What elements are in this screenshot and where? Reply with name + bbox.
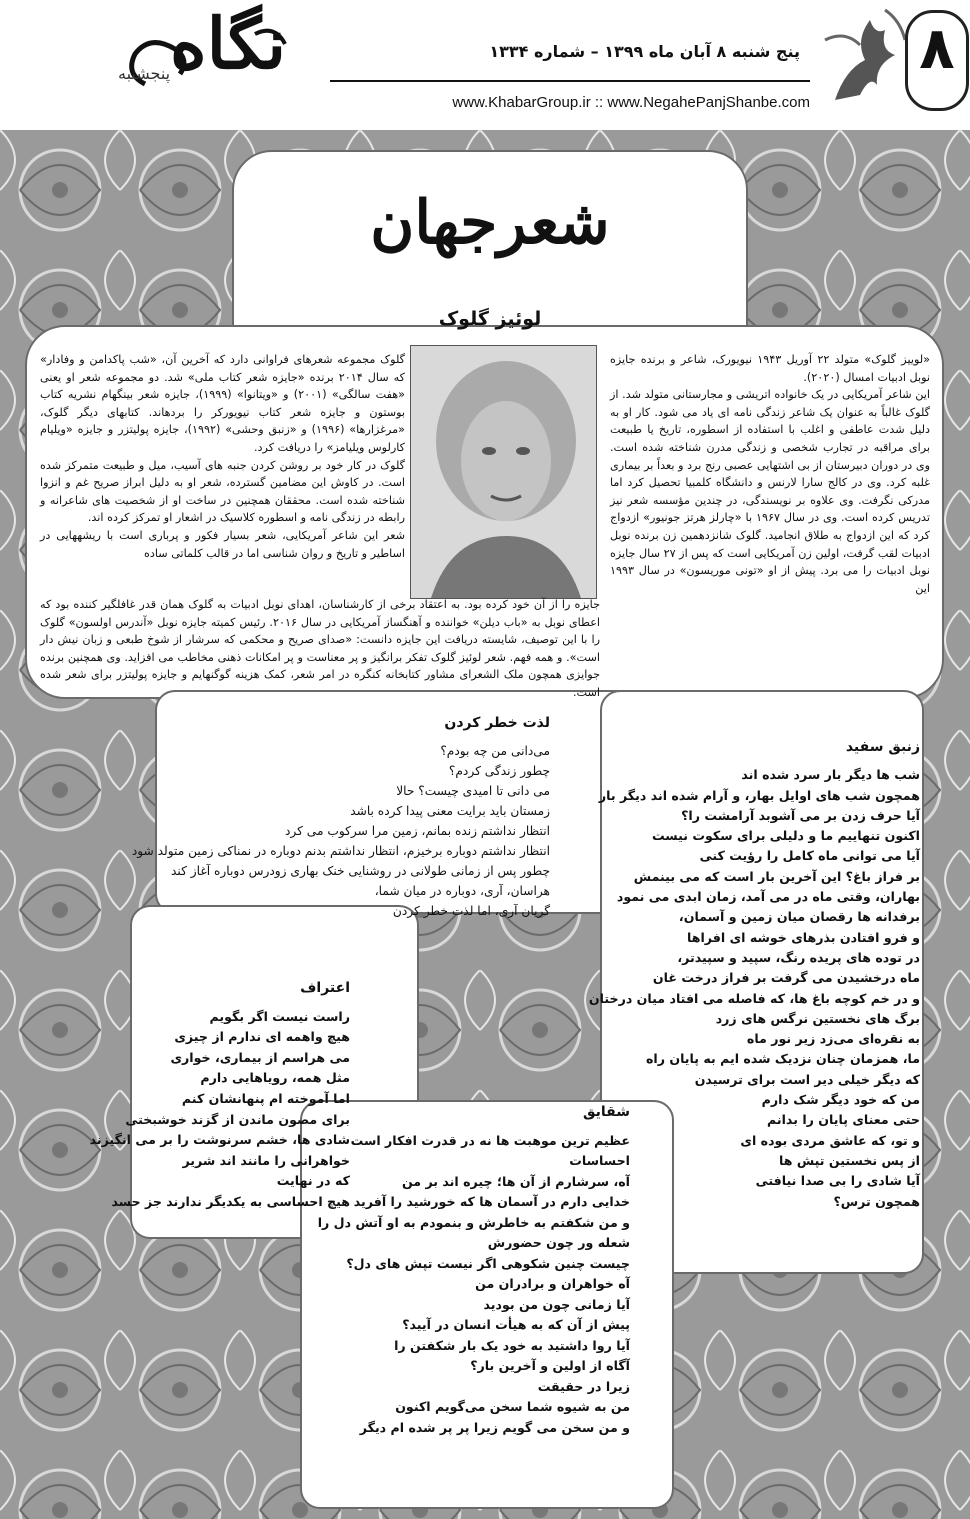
poem-line: و من شکفتم به خاطرش و بنمودم به او آتش دل را (317, 1214, 630, 1230)
poem-line: آیا حرف زدن بر می آشوبد آرامشت را؟ (681, 807, 920, 823)
poem-thrill-of-risk (131, 713, 550, 921)
poem-line: خواهرانی را مانند اند شریر (182, 1152, 350, 1168)
portrait-image (411, 346, 596, 598)
poem-line: انتظار نداشتم دوباره برخیزم، انتظار نداشتم بدنم دوباره در نمناکی زمین متولد شود (131, 844, 550, 858)
poem-line: ما، همزمان چنان نزدیک شده ایم به پایان راه (645, 1051, 920, 1067)
poem-title: زنبق سفید (845, 739, 920, 755)
poem-line: که دیگر خیلی دیر است برای ترسیدن (694, 1071, 920, 1087)
poem-line: آیا زمانی چون من بودید (483, 1296, 630, 1312)
bio-paragraph: این شاعر آمریکایی در یک خانواده اتریشی و مجارستانی متولد شد. از گلوک غالباً به عنوان یک شاعر زندگی نامه ای یاد می شود. کار او به دلیل شدت عاطفی و اغلب با استفاده از اسطوره، تاریخ یا طبیعت برای مراقبه در تجارب شخصی و زندگی مدرن شناخته شده است. وی در دوران دبیرستان از بی اشتهایی عصبی رنج برد و بعداً بر بیماری غلبه کرد. وی در کالج سارا لارنس و دانشگاه کلمبیا تحصیل کرد اما مدرکی نگرفت. وی علاوه بر نویسندگی، در چندین مؤسسه شعر نیز تدریس کرده است. وی در سال ۱۹۶۷ با «چارلز هرتز جونیور» ازدواج کرد که این ازدواج به طلاق انجامید. گلوک شانزدهمین زن برنده نوبل ادبیات لقب گرفت، اولین زن آمریکایی است که پس از ۲۷ سال جایزه نوبل ادبیات را می برد. پیش از او «تونی موریسون» در سال ۱۹۹۳ این (610, 388, 930, 595)
poem-title: شقایق (583, 1104, 630, 1120)
poem-line: و من سخن می گویم زیرا پر پر شده ام دیگر (359, 1419, 630, 1435)
poem-line: چطور پس از زمانی طولانی در روشنایی خنک بهاری زودرس دوباره آغاز کند (171, 864, 550, 878)
phoenix-icon (815, 0, 910, 112)
poem-line: راست نیست اگر بگویم (209, 1008, 350, 1024)
poem-line: چطور زندگی کردم؟ (448, 764, 550, 778)
poem-line: اما آموخته ام پنهانشان کنم (181, 1090, 350, 1106)
masthead (0, 0, 970, 120)
poem-line: عظیم ترین موهبت ها نه در قدرت افکار است (350, 1132, 630, 1148)
poem-line: شب ها دیگر بار سرد شده اند (741, 767, 920, 783)
poem-line: از پس نخستین تپش ها (778, 1152, 920, 1168)
poem-the-poppy (315, 1102, 630, 1438)
poem-line: آه خواهران و برادران من (475, 1276, 630, 1291)
author-name: لوئیز گلوک (438, 308, 542, 330)
poem-line: برفدانه ها رقصان میان زمین و آسمان، (678, 909, 920, 925)
poem-line: پیش از آن که به هیأت انسان در آیید؟ (402, 1317, 630, 1332)
poem-line: خدایی دارم در آسمان ها که خورشید را آفرید (353, 1194, 630, 1209)
poem-line: مثل همه، رویاهایی دارم (200, 1070, 350, 1086)
poem-line: زمستان باید برایت معنی پیدا کرده باشد (350, 804, 550, 818)
poem-line: آیا شادی را بی صدا نیافتی (755, 1173, 920, 1189)
poem-line: و فرو افتادن بذرهای خوشه ای افراها (687, 929, 920, 945)
poem-line: چیست چنین شکوهی اگر نیست تپش های دل؟ (346, 1255, 630, 1271)
bio-column-right (610, 351, 930, 597)
poem-line: زیرا در حقیقت (537, 1378, 630, 1394)
poem-line: هیچ واهمه ای ندارم از چیزی (174, 1029, 350, 1045)
bio-paragraph: گلوک در کار خود بر روشن کردن جنبه های آسیب، میل و طبیعت متمرکز شده است. در کاوش این مضامین گسترده، شعر او به دلیل ابراز صریح غم و انزوا شناخته شده است. محققان همچنین در ساخت او از شخصیت های شاعرانه و رابطه در زندگی نامه و اسطوره کلاسیک در اشعار او تمرکز کرده اند. (40, 458, 405, 525)
poem-line: در توده های پریده رنگ، سپید و سپیدتر، (677, 949, 920, 965)
poem-line: آگاه از اولین و آخرین بار؟ (470, 1358, 630, 1373)
poem-line: آه، سرشارم از آن ها؛ چیره اند بر من (401, 1173, 630, 1189)
poem-line: انتظار نداشتم زنده بمانم، زمین مرا سرکوب می کرد (284, 824, 550, 838)
issue-date: پنج شنبه ۸ آبان ماه ۱۳۹۹ – شماره ۱۳۳۴ (489, 42, 800, 61)
poem-line: آیا روا داشتید به خود یک بار شکفتن را (394, 1337, 630, 1353)
poem-line: برگ های نخستین نرگس های زرد (715, 1010, 920, 1026)
poem-line: اکنون تنهاییم ما و دلیلی برای سکوت نیست (651, 828, 920, 844)
poem-line: می‌دانی من چه بودم؟ (440, 744, 550, 758)
poem-title: اعتراف (300, 980, 350, 996)
poem-line: هیچ احساسی به یکدیگر ندارند جز حسد (111, 1193, 350, 1209)
poem-line: بهاران، وقتی ماه در می آمد، زمان ابدی می نمود (616, 889, 920, 905)
page-title: شعرجهان (370, 188, 610, 258)
poem-title: لذت خطر کردن (444, 715, 550, 731)
poem-line: و تو، که عاشق مردی بوده ای (740, 1132, 920, 1148)
poem-line: حتی معنای پایان را بدانم (767, 1112, 920, 1128)
poem-line: گریان آری، اما لذت خطر کردن (392, 904, 550, 918)
poem-line: شعله ور چون حضورش (487, 1235, 630, 1250)
logo-subtitle: پنجشنبه (118, 64, 171, 83)
poem-line: به نقره‌ای می‌زد زیر نور ماه (746, 1031, 920, 1047)
poem-line: من که خود دیگر شک دارم (761, 1092, 920, 1108)
header-divider (330, 80, 810, 82)
logo-wordmark: نگاه (170, 2, 287, 85)
poem-line: بر فراز باغ؟ این آخرین بار است که می بینمش (633, 868, 920, 884)
poem-line: من به شیوه شما سخن می‌گویم اکنون (395, 1399, 630, 1414)
poem-line: که در نهایت (276, 1173, 350, 1189)
poem-line: احساسات (569, 1153, 630, 1168)
bio-paragraph: شعر این شاعر آمریکایی، شعر بسیار فکور و پرباری است با ریشههایی در اساطیر و تاریخ و روان شناسی اما در قالب کلماتی ساده (40, 528, 405, 560)
poem-line: می دانی تا امیدی چیست؟ حالا (396, 784, 550, 798)
website-links[interactable]: www.KhabarGroup.ir :: www.NegahePanjShanbe.com (452, 94, 810, 111)
page-number: ۸ (919, 14, 955, 82)
poem-line: همچون ترس؟ (833, 1193, 920, 1209)
poem-line: همچون شب های اوایل بهار، و آرام شده اند دیگر بار (598, 787, 920, 803)
poem-line: آیا می توانی ماه کامل را رؤیت کنی (699, 848, 920, 864)
poem-line: ماه درخشیدن می گرفت بر فراز درخت غان (652, 970, 920, 986)
bio-column-left (40, 351, 405, 562)
poem-line: و در خم کوچه باغ ها، که فاصله می افتاد میان درختان (588, 990, 920, 1006)
poem-line: هراسان، آری، دوباره در میان شما، (374, 884, 550, 898)
bio-continuation: جایزه را از آن خود کرده بود. به اعتقاد برخی از کارشناسان، اهدای نوبل ادبیات به گلوک همان قدر غافلگیر کننده بود که اعطای نوبل به «باب دیلن» خواننده و آهنگساز آمریکایی در سال ۲۰۱۶. رئیس کمیته جایزه نوبل «آندرس اولسون» گلوک را با این توصیف، شایسته دریافت این جایزه دانست: «صدای صریح و محکمی که سرشار از شوخ طبعی و زبان نیش دار است». و همه فهم. شعر لوئیز گلوک تفکر برانگیز و پر معناست و پر امکانات ذهنی مخاطب می افزاید. وی همچنین برنده جوایزی همچون ملک الشعرای مشاور کتابخانه کنگره در امر شعر، کمک هزینه گوگنهایم و جایزه پولیتزر برای شعر شده است. (40, 598, 600, 699)
bio-paragraph: «لوییز گلوک» متولد ۲۲ آوریل ۱۹۴۳ نیویورک، شاعر و برنده جایزه نوبل ادبیات امسال (۲۰۲۰). (610, 353, 930, 384)
author-photo (410, 345, 597, 599)
poem-line: می هراسم از بیماری، خواری (170, 1049, 350, 1065)
poem-line: برای مصون ماندن از گزند خوشبختی (125, 1111, 350, 1127)
bio-paragraph: گلوک مجموعه شعرهای فراوانی دارد که آخرین آن، «شب پاکدامن و وفادار» که سال ۲۰۱۴ برنده «جایزه شعر کتاب ملی» شد. دو مجموعه شعر او یعنی «هفت سالگی» (۲۰۰۱) و «ویتانوا» (۱۹۹۹)، جایزه شعر بینگهام نشریه کتاب بوستون و جایزه شعر کتاب نیویورکر را بردهاند. کتابهای دیگر گلوک، «مرغزارها» (۱۹۹۶) و «زنبق وحشی» (۱۹۹۲)، جایزه پولیتزر و جایزه «ویلیام کارلوس ویلیامز» را دریافت کرد. (40, 353, 406, 454)
poem-line: شادی ها، خشم سرنوشت را بر می انگیزند (89, 1132, 350, 1148)
